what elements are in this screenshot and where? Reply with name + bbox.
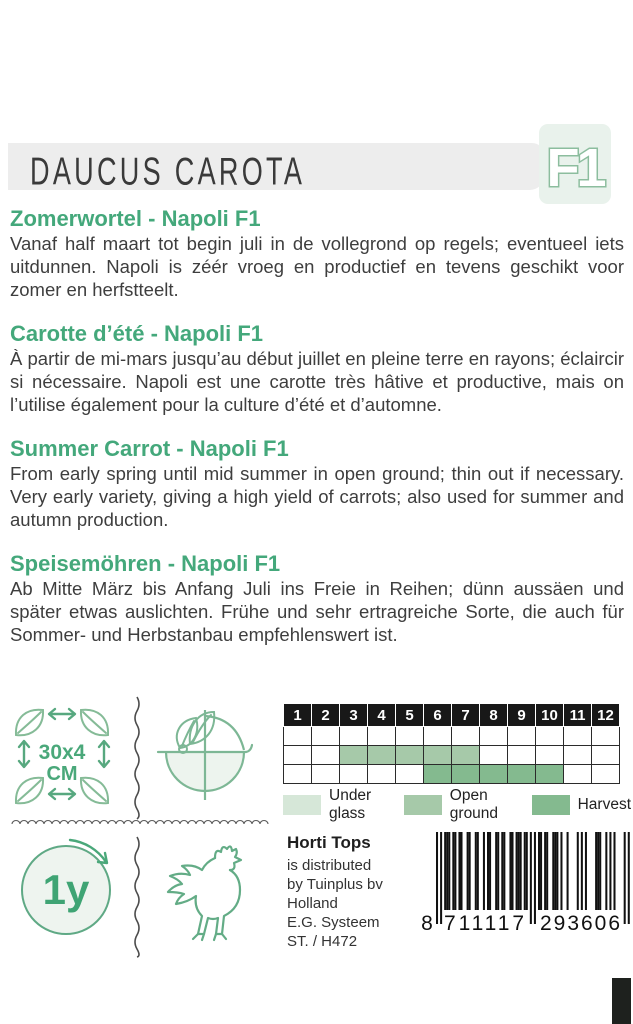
distributor-line: by Tuinplus bv bbox=[287, 876, 383, 893]
calendar-cell bbox=[508, 765, 536, 784]
calendar-cell bbox=[592, 746, 620, 765]
calendar-cell bbox=[340, 746, 368, 765]
spacing-unit-label: CM bbox=[46, 763, 78, 785]
calendar-cell bbox=[340, 727, 368, 746]
sowing-calendar bbox=[283, 703, 620, 784]
legend-label-open-ground: Open ground bbox=[449, 787, 499, 822]
section-body-french: À partir de mi-mars jusqu’au début juillet en pleine terre en rayons; éclaircir si nécessaire. Napoli est une carotte très hâtive et productive, mais on l’utilise également pour la culture d’été et d’automne. bbox=[10, 348, 624, 415]
calendar-cell bbox=[396, 727, 424, 746]
f1-badge bbox=[539, 124, 611, 204]
salad-bowl-icon bbox=[156, 704, 254, 810]
f1-badge-icon bbox=[539, 124, 611, 204]
section-heading-dutch: Zomerwortel - Napoli F1 bbox=[10, 206, 261, 231]
month-header-cell: 10 bbox=[536, 704, 564, 727]
barcode-bars bbox=[436, 832, 630, 924]
distributor-line: Holland bbox=[287, 895, 338, 912]
month-header-cell: 6 bbox=[424, 704, 452, 727]
calendar-cell bbox=[312, 727, 340, 746]
month-header-cell: 12 bbox=[592, 704, 620, 727]
distributor-line: E.G. Systeem bbox=[287, 914, 380, 931]
calendar-cell bbox=[508, 727, 536, 746]
calendar-cell bbox=[368, 765, 396, 784]
section-heading-english: Summer Carrot - Napoli F1 bbox=[10, 436, 289, 461]
scallop-divider bbox=[8, 816, 272, 828]
annual-cycle-label: 1y bbox=[42, 866, 90, 913]
calendar-cell bbox=[340, 765, 368, 784]
calendar-cell bbox=[284, 727, 312, 746]
calendar-row-under-glass bbox=[284, 727, 620, 746]
legend-swatch-open-ground bbox=[404, 795, 442, 815]
plant-spacing-icon bbox=[10, 701, 114, 809]
distributor-block bbox=[287, 833, 383, 951]
latin-name-title: DAUCUS CAROTA bbox=[30, 149, 306, 193]
calendar-cell bbox=[452, 746, 480, 765]
month-header-cell: 5 bbox=[396, 704, 424, 727]
rooster-icon bbox=[158, 840, 244, 950]
ean13-barcode bbox=[420, 832, 632, 934]
calendar-cell bbox=[368, 746, 396, 765]
month-header-cell: 1 bbox=[284, 704, 312, 727]
calendar-cell bbox=[564, 727, 592, 746]
calendar-cell bbox=[480, 727, 508, 746]
print-registration-mark bbox=[612, 978, 631, 1024]
calendar-cell bbox=[424, 727, 452, 746]
calendar-cell bbox=[536, 746, 564, 765]
distributor-line: ST. / H472 bbox=[287, 933, 358, 950]
section-heading-french: Carotte d’été - Napoli F1 bbox=[10, 321, 264, 346]
barcode-digit-first: 8 bbox=[421, 912, 433, 934]
calendar-cell bbox=[312, 765, 340, 784]
legend-label-under-glass: Under glass bbox=[329, 787, 372, 822]
annual-cycle-icon bbox=[16, 838, 116, 938]
calendar-cell bbox=[396, 765, 424, 784]
calendar-cell bbox=[284, 765, 312, 784]
calendar-cell bbox=[452, 727, 480, 746]
calendar-cell bbox=[368, 727, 396, 746]
legend-label-harvest: Harvest bbox=[577, 796, 631, 813]
calendar-cell bbox=[564, 765, 592, 784]
calendar-row-open-ground bbox=[284, 746, 620, 765]
legend-swatch-harvest bbox=[532, 795, 570, 815]
section-body-english: From early spring until mid summer in open ground; thin out if necessary. Very early variety, giving a high yield of carrots; also used for summer and autumn production. bbox=[10, 463, 624, 530]
calendar-cell bbox=[452, 765, 480, 784]
wavy-divider-top bbox=[131, 696, 143, 820]
section-body-german: Ab Mitte März bis Anfang Juli ins Freie in Reihen; dünn aussäen und später etwas auslichten. Frühe und sehr ertragreiche Sorte, die auch für Sommer- und Herbstanbau empfehlenswert ist. bbox=[10, 578, 624, 645]
section-heading-german: Speisemöhren - Napoli F1 bbox=[10, 551, 281, 576]
calendar-cell bbox=[592, 727, 620, 746]
spacing-value-label: 30x4 bbox=[38, 741, 86, 764]
calendar-cell bbox=[284, 746, 312, 765]
calendar-cell bbox=[480, 765, 508, 784]
month-header-cell: 7 bbox=[452, 704, 480, 727]
distributor-name: Horti Tops bbox=[287, 833, 371, 852]
calendar-cell bbox=[312, 746, 340, 765]
calendar-cell bbox=[592, 765, 620, 784]
wavy-divider-bottom bbox=[131, 836, 143, 958]
f1-badge-label: F1 bbox=[546, 138, 604, 198]
barcode-digits-right: 293606 bbox=[540, 912, 620, 934]
barcode-digits-left: 711117 bbox=[444, 912, 524, 934]
month-header-cell: 2 bbox=[312, 704, 340, 727]
section-body-dutch: Vanaf half maart tot begin juli in de vollegrond op regels; eventueel iets uitdunnen. Napoli is zéér vroeg en productief en tevens geschikt voor zomer en herfstteelt. bbox=[10, 233, 624, 300]
calendar-cell bbox=[536, 727, 564, 746]
calendar-cell bbox=[396, 746, 424, 765]
calendar-cell bbox=[424, 765, 452, 784]
month-header-cell: 4 bbox=[368, 704, 396, 727]
calendar-cell bbox=[536, 765, 564, 784]
month-header-cell: 9 bbox=[508, 704, 536, 727]
month-header-cell: 3 bbox=[340, 704, 368, 727]
calendar-cell bbox=[424, 746, 452, 765]
month-header-cell: 8 bbox=[480, 704, 508, 727]
calendar-legend bbox=[283, 787, 631, 823]
month-header-cell: 11 bbox=[564, 704, 592, 727]
calendar-cell bbox=[564, 746, 592, 765]
calendar-cell bbox=[508, 746, 536, 765]
distributor-line: is distributed bbox=[287, 857, 372, 874]
calendar-month-header bbox=[284, 704, 620, 727]
legend-swatch-under-glass bbox=[283, 795, 321, 815]
calendar-cell bbox=[480, 746, 508, 765]
calendar-row-harvest bbox=[284, 765, 620, 784]
